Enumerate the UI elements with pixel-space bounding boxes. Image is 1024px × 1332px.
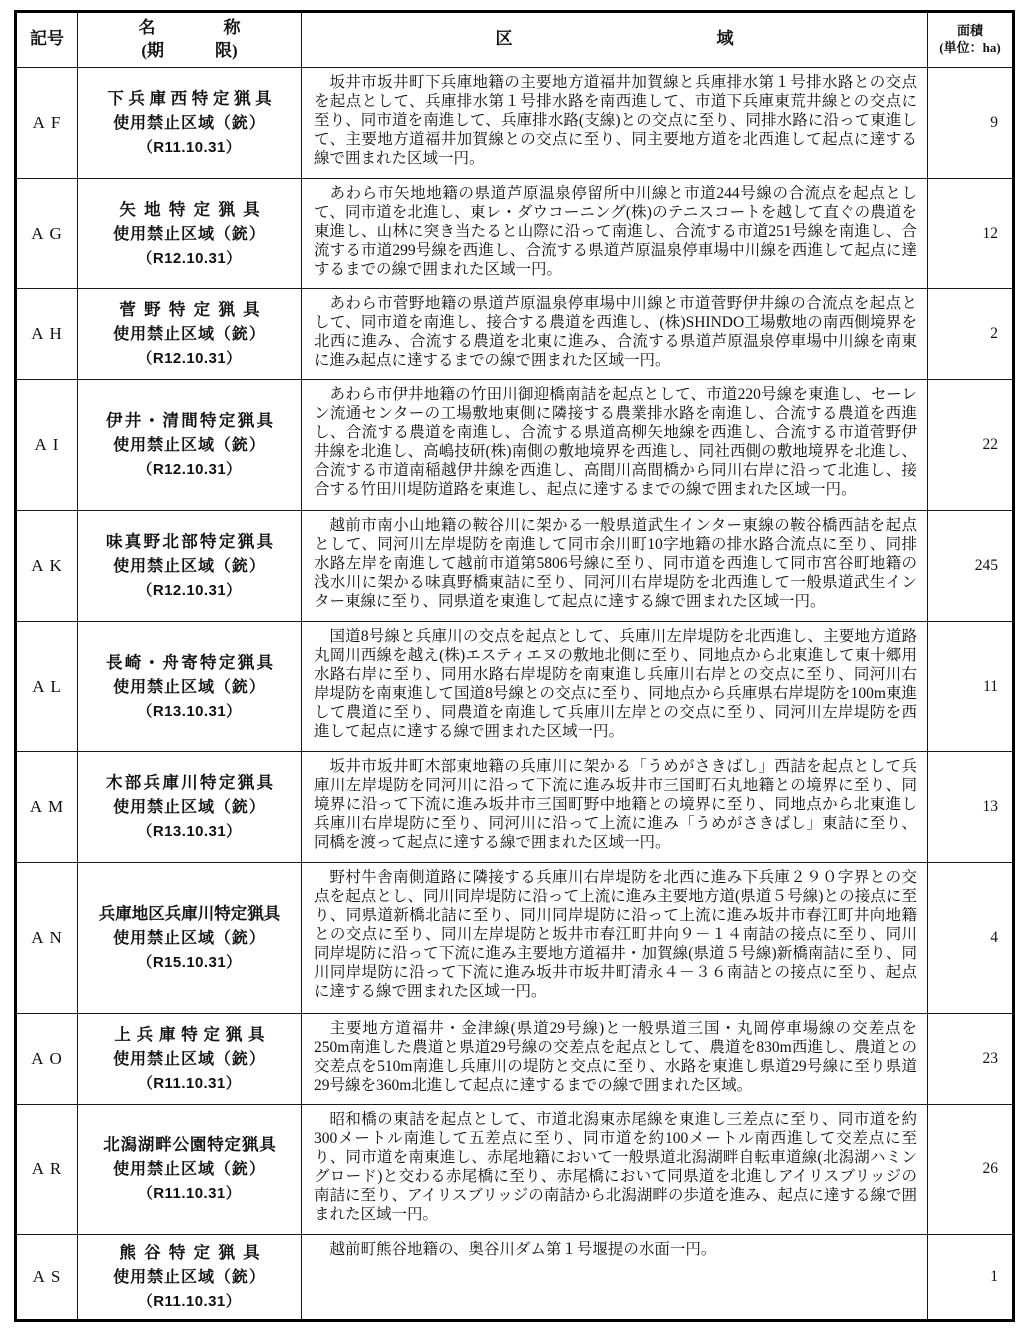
area-name: 長崎・舟寄特定猟具 bbox=[106, 653, 276, 672]
expiry-date: （R12.10.31） bbox=[137, 461, 242, 479]
area-hectares: 9 bbox=[928, 67, 1014, 178]
region-description: あわら市伊井地籍の竹田川御迎橋南詰を起点として、市道220号線を東進し、セーレン流通センターの工場敷地東側に隣接する農業排水路を南進し、合流する農道を西進し、合流する農道を南進し、合流する県道高柳矢地線を西進し、合流する市道菅野伊井線を北進し、高嶋技研(株)南側の敷地境界を西進し、同社西側の敷地境界を北進し、合流する市道南稲越伊井線を西進し、高間川高間橋から同川右岸に沿って北進し、接合する竹田川堤防道路を東進し、起点に達するまでの線で囲まれた区域一円。 bbox=[302, 380, 928, 511]
row-name-cell bbox=[78, 1104, 302, 1235]
row-name-cell bbox=[78, 863, 302, 1014]
col-header-area-line2: (単位：ha) bbox=[939, 39, 1001, 55]
area-name: 上兵庫特定猟具 bbox=[114, 1025, 271, 1044]
row-name-cell bbox=[78, 1235, 302, 1321]
area-hectares: 12 bbox=[928, 178, 1014, 289]
restriction-type: 使用禁止区域（銃） bbox=[113, 557, 266, 575]
restriction-type: 使用禁止区域（銃） bbox=[113, 1161, 266, 1179]
row-name-cell bbox=[78, 289, 302, 380]
table-row bbox=[16, 1013, 1014, 1104]
table-row bbox=[16, 863, 1014, 1014]
area-hectares: 245 bbox=[928, 511, 1014, 622]
restriction-type: 使用禁止区域（銃） bbox=[113, 326, 266, 344]
row-symbol: AM bbox=[16, 752, 78, 863]
table-row bbox=[16, 380, 1014, 511]
region-description: 越前市南小山地籍の鞍谷川に架かる一般県道武生インター東線の鞍谷橋西詰を起点として、同河川左岸堤防を南進して同市余川町10字地籍の排水路合流点に至り、同排水路左岸を南進して越前市道第5806号線に至り、同市道を西進して同市宮谷町地籍の浅水川に架かる味真野橋東詰に至り、同河川右岸堤防を北西進して一般県道武生インター東線に至り、同県道を東進して起点に達する線で囲まれた区域一円。 bbox=[302, 511, 928, 622]
region-description: 坂井市坂井町下兵庫地籍の主要地方道福井加賀線と兵庫排水第１号排水路との交点を起点として、兵庫排水第１号排水路を南西進して、市道下兵庫東荒井線との交点に至り、同市道を南進して、兵庫排水路(支線)との交点に至り、同排水路に沿って東進して、主要地方道福井加賀線との交点に至り、同主要地方道を北西進して起点に達する線で囲まれた区域一円。 bbox=[302, 67, 928, 178]
area-hectares: 23 bbox=[928, 1013, 1014, 1104]
expiry-date: （R12.10.31） bbox=[137, 350, 242, 368]
area-hectares: 11 bbox=[928, 621, 1014, 752]
row-symbol: AK bbox=[16, 511, 78, 622]
col-header-name bbox=[78, 12, 302, 68]
table-row bbox=[16, 1235, 1014, 1321]
area-name: 菅野特定猟具 bbox=[119, 301, 268, 320]
row-name-cell bbox=[78, 380, 302, 511]
restriction-type: 使用禁止区域（銃） bbox=[113, 799, 266, 817]
restriction-type: 使用禁止区域（銃） bbox=[113, 225, 266, 243]
restriction-type: 使用禁止区域（銃） bbox=[113, 1269, 266, 1287]
area-hectares: 1 bbox=[928, 1235, 1014, 1321]
expiry-date: （R11.10.31） bbox=[137, 1293, 242, 1311]
col-header-name-line1: 名 称 bbox=[138, 18, 241, 37]
region-description: 国道8号線と兵庫川の交点を起点として、兵庫川左岸堤防を北西進し、主要地方道路丸岡川西線を越え(株)エスティエヌの敷地北側に至り、同地点から北東進して東十郷用水路右岸に至り、同用水路右岸堤防を南東進し兵庫川右岸との交点に至り、同河川右岸堤防を南東進して国道8号線との交点に至り、同地点から兵庫県右岸堤防を100m東進して農道に至り、同農道を南進して兵庫川左岸との交点に至り、同河川左岸堤防を西進して起点に達する線で囲まれた区域一円。 bbox=[302, 621, 928, 752]
region-description: 野村牛舎南側道路に隣接する兵庫川右岸堤防を北西に進み下兵庫２９０字界との交点を起点とし、同川同岸堤防に沿って上流に進み主要地方道(県道５号線)との接点に至り、同県道新橋北詰に至り、同川同岸堤防に沿って上流に進み坂井市春江町井向地籍との交点に至り、同川左岸堤防と坂井市春江町井向９－１４南詰の接点に至り、同川同岸堤防に沿って下流に進み主要地方道福井・加賀線(県道５号線)新橋南詰に至り、同川同岸堤防に沿って下流に進み坂井市坂井町清永４－３６南詰との接点に至り、起点に達する線で囲まれた区域一円。 bbox=[302, 863, 928, 1014]
area-name: 下兵庫西特定猟具 bbox=[107, 89, 277, 108]
area-hectares: 26 bbox=[928, 1104, 1014, 1235]
row-symbol: AO bbox=[16, 1013, 78, 1104]
col-header-region: 区 域 bbox=[302, 12, 928, 68]
restriction-type: 使用禁止区域（銃） bbox=[113, 1050, 266, 1068]
row-name-cell bbox=[78, 178, 302, 289]
area-name: 北潟湖畔公園特定猟具 bbox=[103, 1136, 277, 1155]
region-description: 主要地方道福井・金津線(県道29号線)と一般県道三国・丸岡停車場線の交差点を250m南進した農道と県道29号線の交差点を起点として、農道を830m西進し、農道との交差点を510m南進し兵庫川の堤防と交点に至り、水路を東進し県道29号線に至り県道29号線を360m北進して起点に達するまでの線で囲まれた区域。 bbox=[302, 1013, 928, 1104]
table-row bbox=[16, 178, 1014, 289]
col-header-symbol: 記号 bbox=[16, 12, 78, 68]
col-header-area bbox=[928, 12, 1014, 68]
row-name-cell bbox=[78, 511, 302, 622]
row-name-cell bbox=[78, 752, 302, 863]
area-name: 矢地特定猟具 bbox=[119, 200, 268, 219]
row-name-cell bbox=[78, 67, 302, 178]
row-symbol: AS bbox=[16, 1235, 78, 1321]
area-name: 味真野北部特定猟具 bbox=[106, 532, 276, 551]
hunting-restriction-area-table bbox=[14, 10, 1015, 1322]
expiry-date: （R11.10.31） bbox=[137, 1074, 242, 1092]
table-row bbox=[16, 511, 1014, 622]
area-hectares: 13 bbox=[928, 752, 1014, 863]
table-row bbox=[16, 289, 1014, 380]
row-symbol: AH bbox=[16, 289, 78, 380]
row-name-cell bbox=[78, 621, 302, 752]
region-description: 越前町熊谷地籍の、奥谷川ダム第１号堰提の水面一円。 bbox=[302, 1235, 928, 1321]
restriction-type: 使用禁止区域（銃） bbox=[113, 929, 266, 947]
row-symbol: AG bbox=[16, 178, 78, 289]
region-description: あわら市菅野地籍の県道芦原温泉停車場中川線と市道菅野伊井線の合流点を起点として、同市道を南進し、接合する農道を西進し、(株)SHINDO工場敷地の南西側境界を北西に進み、合流する農道を北東に進み、合流する県道芦原温泉停車場中川線を南東に進み起点に達するまでの線で囲まれた区域一円。 bbox=[302, 289, 928, 380]
table-row bbox=[16, 1104, 1014, 1235]
row-symbol: AI bbox=[16, 380, 78, 511]
area-hectares: 4 bbox=[928, 863, 1014, 1014]
table-row bbox=[16, 621, 1014, 752]
col-header-name-line2: (期 限) bbox=[141, 40, 238, 60]
col-header-area-line1: 面積 bbox=[956, 23, 983, 39]
row-name-cell bbox=[78, 1013, 302, 1104]
expiry-date: （R12.10.31） bbox=[137, 581, 242, 599]
region-description: あわら市矢地地籍の県道芦原温泉停留所中川線と市道244号線の合流点を起点として、同市道を北進し、東レ・ダウコーニング(株)のテニスコートを越して直ぐの農道を東進し、山林に突き当たると山際に沿って南進し、合流する市道251号線を南進し、合流する市道299号線を西進し、合流する県道芦原温泉停車場中川線を西進して起点に達するまでの線で囲まれた区域一円。 bbox=[302, 178, 928, 289]
expiry-date: （R12.10.31） bbox=[137, 249, 242, 267]
expiry-date: （R15.10.31） bbox=[137, 953, 242, 971]
area-name: 伊井・清間特定猟具 bbox=[106, 412, 276, 431]
header-row bbox=[16, 12, 1014, 68]
table-row bbox=[16, 752, 1014, 863]
row-symbol: AF bbox=[16, 67, 78, 178]
restriction-type: 使用禁止区域（銃） bbox=[113, 678, 266, 696]
expiry-date: （R11.10.31） bbox=[137, 1185, 242, 1203]
area-hectares: 22 bbox=[928, 380, 1014, 511]
region-description: 坂井市坂井町木部東地籍の兵庫川に架かる「うめがさきばし」西詰を起点として兵庫川左岸堤防を同河川に沿って下流に進み坂井市三国町石丸地籍との境界に至り、同境界に沿って下流に進み坂井市三国町野中地籍との境界に至り、同地点から北東進し兵庫川右岸堤防に至り、同河川に沿って上流に進み「うめがさきばし」東詰に至り、同橋を渡って起点に達する線で囲まれた区域一円。 bbox=[302, 752, 928, 863]
expiry-date: （R13.10.31） bbox=[137, 823, 242, 841]
area-name: 兵庫地区兵庫川特定猟具 bbox=[98, 904, 281, 923]
expiry-date: （R11.10.31） bbox=[137, 138, 242, 156]
row-symbol: AR bbox=[16, 1104, 78, 1235]
expiry-date: （R13.10.31） bbox=[137, 702, 242, 720]
restriction-type: 使用禁止区域（銃） bbox=[113, 114, 266, 132]
row-symbol: AN bbox=[16, 863, 78, 1014]
region-description: 昭和橋の東詰を起点として、市道北潟東赤尾線を東進し三差点に至り、同市道を約300メートル南進して五差点に至り、同市道を約100メートル南西進して交差点に至り、同市道を南東進し、赤尾地籍において一般県道北潟湖畔自転車道線(北潟湖ハミングロード)と交わる赤尾橋に至り、赤尾橋において同県道を北進しアイリスブリッジの南詰に至り、アイリスブリッジの南詰から北潟湖畔の歩道を進み、起点に達する線で囲まれた区域一円。 bbox=[302, 1104, 928, 1235]
area-name: 木部兵庫川特定猟具 bbox=[106, 774, 276, 793]
table-body bbox=[16, 67, 1014, 1320]
row-symbol: AL bbox=[16, 621, 78, 752]
area-name: 熊谷特定猟具 bbox=[119, 1244, 268, 1263]
table-row bbox=[16, 67, 1014, 178]
restriction-type: 使用禁止区域（銃） bbox=[113, 437, 266, 455]
area-hectares: 2 bbox=[928, 289, 1014, 380]
